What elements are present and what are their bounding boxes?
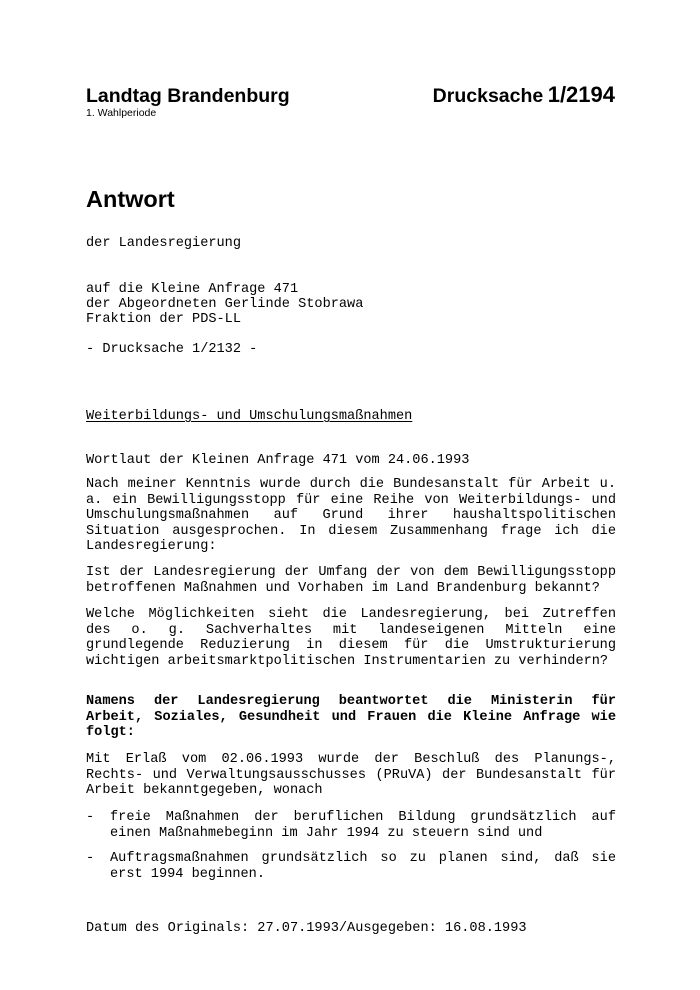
document-number-value: 1/2194 [547, 82, 615, 107]
document-number-label: Drucksache [432, 85, 544, 107]
question-2: Welche Möglichkeiten sieht die Landesregierung, bei Zutreffen des o. g. Sachverhaltes mit landeseigenen Mitteln eine grundlegende Reduzierung in diesem für die Umstrukturierung wichtigen arbeitsmarktpolitischen Instrumentarien zu verhindern? [86, 607, 616, 669]
request-line-1: auf die Kleine Anfrage 471 [86, 282, 299, 297]
bullet-text: Auftragsmaßnahmen grundsätzlich so zu planen sind, daß sie erst 1994 beginnen. [110, 851, 616, 882]
parliament-name: Landtag Brandenburg [86, 85, 290, 107]
bullet-text: freie Maßnahmen der beruflichen Bildung grundsätzlich auf einen Maßnahmebeginn im Jahr 1994 zu steuern sind und [110, 810, 616, 841]
question-1: Ist der Landesregierung der Umfang der von dem Bewilligungsstopp betroffenen Maßnahmen und Vorhaben im Land Brandenburg bekannt? [86, 565, 616, 596]
subject-text: Weiterbildungs- und Umschulungsmaßnahmen [86, 409, 413, 424]
reference-drucksache: - Drucksache 1/2132 - [86, 342, 258, 357]
request-line-3: Fraktion der PDS-LL [86, 312, 241, 327]
answer-intro: Namens der Landesregierung beantwortet die Ministerin für Arbeit, Soziales, Gesundheit und Frauen die Kleine Anfrage wie folgt: [86, 694, 616, 740]
bullet-marker: - [86, 851, 95, 866]
document-title: Antwort [86, 186, 175, 212]
question-intro: Nach meiner Kenntnis wurde durch die Bundesanstalt für Arbeit u. a. ein Bewilligungsstopp für eine Reihe von Weiterbildungs- und Umschulungsmaßnahmen auf Grund ihrer haushaltspolitischen Situation ausgesprochen. In diesem Zusammenhang frage ich die Landesregierung: [86, 477, 616, 554]
subject-heading [86, 409, 616, 425]
issuer-line: der Landesregierung [86, 236, 241, 251]
answer-text: Mit Erlaß vom 02.06.1993 wurde der Beschluß des Planungs-, Rechts- und Verwaltungsausschusses (PRuVA) der Bundesanstalt für Arbeit bekanntgegeben, wonach [86, 752, 616, 798]
footer-date: Datum des Originals: 27.07.1993/Ausgegeben: 16.08.1993 [86, 921, 527, 936]
wortlaut-line: Wortlaut der Kleinen Anfrage 471 vom 24.06.1993 [86, 453, 470, 468]
electoral-period: 1. Wahlperiode [86, 107, 157, 119]
request-line-2: der Abgeordneten Gerlinde Stobrawa [86, 297, 364, 312]
bullet-marker: - [86, 810, 95, 825]
document-number [433, 82, 615, 111]
